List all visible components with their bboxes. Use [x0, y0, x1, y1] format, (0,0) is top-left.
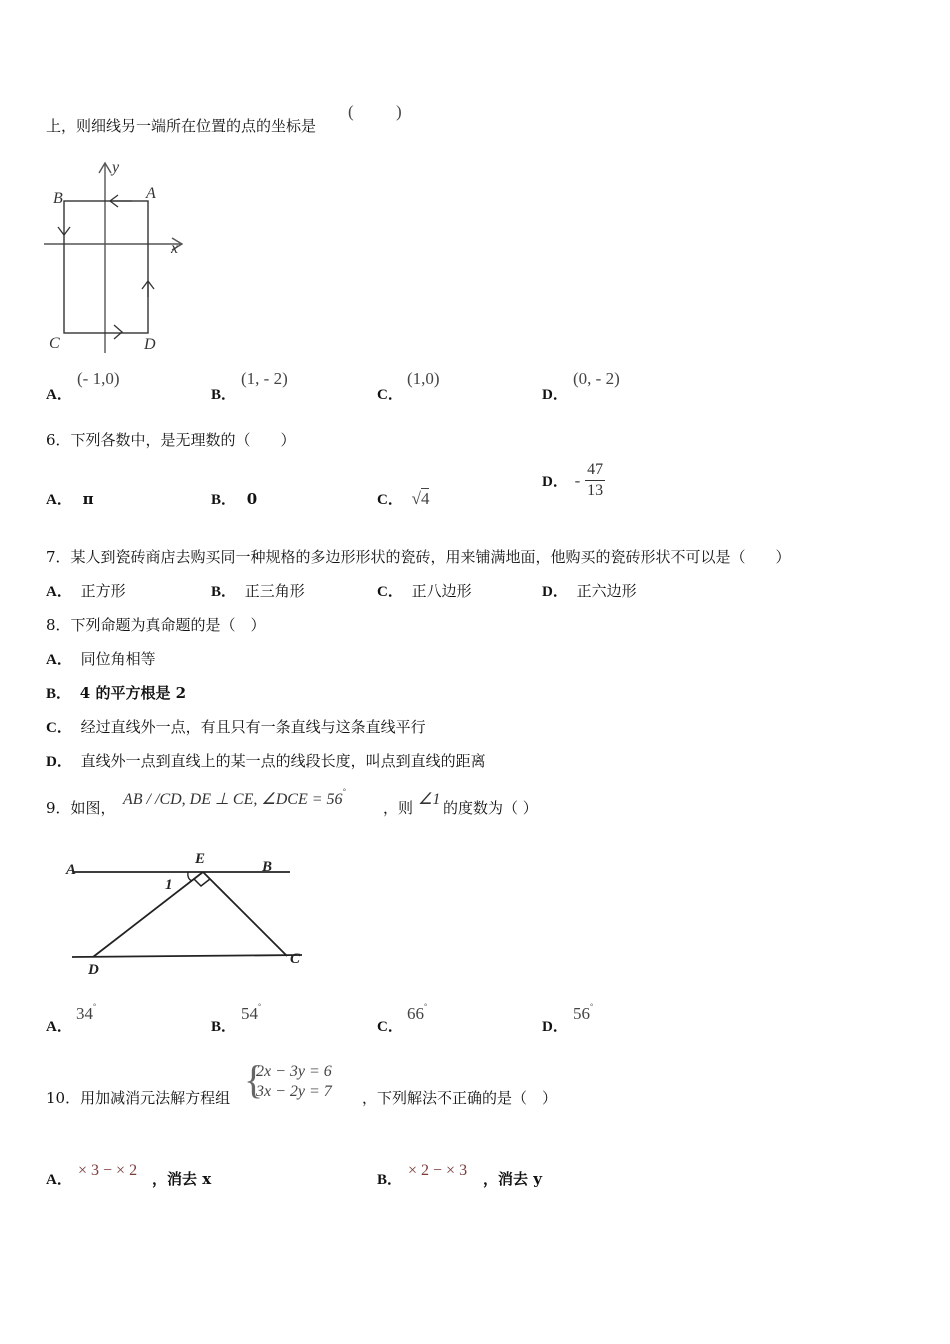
q9-option-d[interactable]: [542, 1015, 568, 1036]
q5-option-d-value: (0, - 2): [573, 369, 620, 388]
q5-option-c[interactable]: [377, 383, 403, 404]
q5-label-y: y: [112, 159, 120, 176]
q5-option-b-value: (1, - 2): [241, 369, 288, 388]
q7-option-d-value: 正六边形: [576, 582, 637, 600]
q10-equation-2: 3x − 2y = 7: [256, 1083, 332, 1100]
q6-option-b-value: 0: [246, 490, 258, 508]
q6-option-a[interactable]: [46, 488, 94, 509]
q9-stem-suffix: 的度数为（ ）: [443, 799, 538, 817]
q9-label-B: B: [262, 859, 273, 875]
q8-option-b-label: B．: [46, 686, 72, 702]
q5-label-B: B: [53, 190, 63, 207]
q7-option-c[interactable]: [377, 580, 472, 601]
q8-stem: 8．下列命题为真命题的是（ ）: [46, 616, 266, 634]
q6-option-c-label: C．: [377, 492, 403, 508]
q9-label-A: A: [66, 862, 77, 878]
q7-option-b-label: B．: [211, 584, 237, 600]
q9-option-b[interactable]: [211, 1015, 236, 1036]
q5-stem: [46, 115, 316, 136]
q5-option-a-label: A．: [46, 387, 72, 403]
q9-option-a-label: A．: [46, 1019, 72, 1035]
q5-label-C: C: [49, 335, 60, 352]
q6-option-d-numerator: 47: [585, 460, 605, 481]
q8-option-a-label: A．: [46, 652, 72, 668]
q6-option-d-label: D．: [542, 474, 568, 490]
q9-angle-1-arc: [188, 872, 192, 881]
q7-stem: 7．某人到瓷砖商店去购买同一种规格的多边形形状的瓷砖，用来铺满地面，他购买的瓷砖形状不可以是（ ）: [46, 548, 791, 566]
q6-option-d-denominator: 13: [587, 482, 604, 499]
q6-option-d-fraction: [585, 460, 605, 501]
q8-option-a-value: 同位角相等: [80, 650, 156, 668]
q8-option-d-value: 直线外一点到直线上的某一点的线段长度，叫点到直线的距离: [80, 752, 486, 770]
q5-option-c-value: (1,0): [407, 369, 440, 388]
q9-label-1: 1: [165, 877, 173, 893]
q8-option-c-value: 经过直线外一点，有且只有一条直线与这条直线平行: [80, 718, 426, 736]
q6-option-c[interactable]: [377, 488, 429, 509]
q5-label-A: A: [146, 185, 156, 202]
q9-label-C: C: [290, 951, 301, 967]
q5-option-a-value: (- 1,0): [77, 369, 120, 388]
q9-option-b-label: B．: [211, 1019, 237, 1035]
q9-figure: [58, 846, 318, 981]
q6-option-d-sign: -: [574, 470, 581, 490]
q10-option-a-tail: ，消去 x: [152, 1170, 212, 1188]
q9-condition-text: AB / /CD, DE ⊥ CE, ∠DCE = 56: [123, 791, 343, 808]
q9-angle-1: ∠1: [418, 791, 441, 808]
q10-option-a-expr: × 3 − × 2: [78, 1162, 138, 1179]
q5-rectangle: [64, 201, 148, 333]
q8-option-d[interactable]: [46, 750, 486, 771]
q10-option-b-label: B．: [377, 1172, 403, 1188]
q7-option-a[interactable]: [46, 580, 126, 601]
q9-label-D: D: [88, 962, 99, 978]
q9-condition: [123, 787, 346, 809]
q6-option-d[interactable]: [542, 460, 605, 501]
q10-stem-prefix: 10．用加减消元法解方程组: [46, 1089, 231, 1107]
q6-stem: 6．下列各数中，是无理数的（ ）: [46, 431, 296, 449]
q6-option-c-radicand: 4: [420, 489, 430, 508]
q7-option-c-value: 正八边形: [411, 582, 472, 600]
q9-option-a[interactable]: [46, 1015, 72, 1036]
q9-option-b-number: 54: [241, 1004, 258, 1023]
q6-option-b-label: B．: [211, 492, 237, 508]
q9-segment-ce: [203, 872, 287, 956]
q6-option-c-radical: √: [411, 489, 421, 508]
q5-option-a[interactable]: [46, 383, 72, 404]
q10-option-b-tail: ，消去 y: [483, 1170, 542, 1188]
q9-option-c-number: 66: [407, 1004, 424, 1023]
q9-option-c[interactable]: [377, 1015, 403, 1036]
q5-option-c-label: C．: [377, 387, 403, 403]
q9-option-a-number: 34: [76, 1004, 93, 1023]
q5-label-x: x: [171, 240, 179, 257]
q9-option-c-label: C．: [377, 1019, 403, 1035]
q9-option-d-value: 56°: [573, 1002, 594, 1023]
q9-stem-prefix: 9．如图，: [46, 799, 116, 817]
q9-line-cd: [72, 955, 302, 957]
q10-option-a-label: A．: [46, 1172, 72, 1188]
q10-equation-1: 2x − 3y = 6: [256, 1063, 332, 1080]
q9-option-d-label: D．: [542, 1019, 568, 1035]
q6-option-a-label: A．: [46, 492, 72, 508]
q5-option-b[interactable]: [211, 383, 236, 404]
q8-option-b-value: 4 的平方根是 2: [79, 684, 187, 702]
q10-option-a[interactable]: [46, 1168, 72, 1189]
q5-bracket-close: ): [396, 102, 402, 121]
q5-option-d-label: D．: [542, 387, 568, 403]
q5-figure: [40, 155, 200, 360]
q7-option-b[interactable]: [211, 580, 305, 601]
q5-option-d[interactable]: [542, 383, 568, 404]
q8-option-c[interactable]: [46, 716, 426, 737]
q5-option-b-label: B．: [211, 387, 237, 403]
q9-condition-degree: °: [342, 787, 346, 796]
q9-right-angle-mark: [194, 879, 210, 886]
q9-segment-de: [93, 872, 203, 957]
q9-option-b-value: 54°: [241, 1002, 262, 1023]
q7-option-d-label: D．: [542, 584, 568, 600]
q5-arrow-bottom: [114, 325, 122, 339]
q5-stem-text: 上，则细线另一端所在位置的点的坐标是: [46, 117, 317, 135]
q10-system-brace: {: [244, 1057, 264, 1102]
q9-option-d-number: 56: [573, 1004, 590, 1023]
q7-option-a-value: 正方形: [80, 582, 126, 600]
q10-equation-system: [256, 1062, 332, 1102]
q8-option-c-label: C．: [46, 720, 72, 736]
q9-option-c-value: 66°: [407, 1002, 428, 1023]
q8-option-a[interactable]: [46, 648, 156, 669]
q8-option-d-label: D．: [46, 754, 72, 770]
q10-stem-suffix: ，下列解法不正确的是（ ）: [362, 1089, 558, 1107]
q5-label-D: D: [144, 336, 156, 353]
q6-option-b[interactable]: [211, 488, 257, 509]
q7-option-a-label: A．: [46, 584, 72, 600]
q5-bracket-open: (: [348, 102, 354, 121]
q9-stem-mid: ，则: [383, 799, 414, 817]
q9-option-a-value: 34°: [76, 1002, 97, 1023]
q10-option-b-expr: × 2 − × 3: [408, 1162, 468, 1179]
q8-option-b[interactable]: [46, 682, 186, 703]
q10-option-b[interactable]: [377, 1168, 402, 1189]
q7-option-d[interactable]: [542, 580, 637, 601]
q6-option-a-value: π: [82, 490, 94, 508]
q7-option-b-value: 正三角形: [244, 582, 305, 600]
q9-label-E: E: [195, 851, 206, 867]
q7-option-c-label: C．: [377, 584, 403, 600]
